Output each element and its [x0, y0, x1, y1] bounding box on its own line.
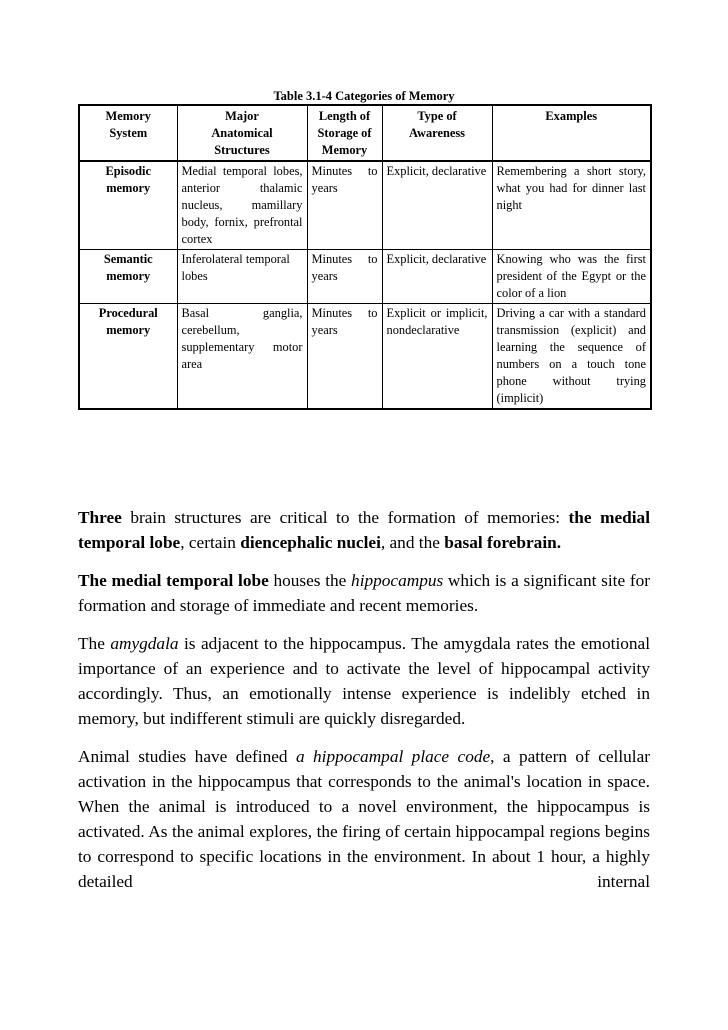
- header-length-of-storage: Length of Storage of Memory: [307, 105, 382, 161]
- paragraph-amygdala: The amygdala is adjacent to the hippocampus. The amygdala rates the emotional importance of an experience and to activate the level of hippocampal activity accordingly. Thus, an emotionally intense experience is indelibly etched in memory, but indifferent stimuli are quickly disregarded.: [78, 634, 651, 728]
- cell-memory-system: Episodic memory: [79, 161, 177, 250]
- table-row: [79, 161, 651, 250]
- cell-examples: Remembering a short story, what you had for dinner last night: [492, 161, 651, 250]
- cell-examples: Driving a car with a standard transmission (explicit) and learning the sequence of numbers on a touch tone phone without trying (implicit): [492, 304, 651, 410]
- header-type-of-awareness: Type of Awareness: [382, 105, 492, 161]
- cell-structures: Medial temporal lobes, anterior thalamic nucleus, mamillary body, fornix, prefrontal cortex: [177, 161, 307, 250]
- table-row: [79, 250, 651, 304]
- cell-awareness: Explicit or implicit, nondeclarative: [382, 304, 492, 410]
- header-memory-system: Memory System: [79, 105, 177, 161]
- table-header-row: [79, 105, 651, 161]
- table-caption: Table 3.1-4 Categories of Memory: [273, 89, 455, 103]
- paragraph-medial-temporal-lobe: The medial temporal lobe houses the hippocampus which is a significant site for formation and storage of immediate and recent memories.: [78, 571, 650, 615]
- cell-memory-system: Procedural memory: [79, 304, 177, 410]
- cell-structures: Inferolateral temporal lobes: [177, 250, 307, 304]
- paragraph-place-code: Animal studies have defined a hippocampal place code, a pattern of cellular activation in the hippocampus that corresponds to the animal's location in space. When the animal is introduced to a novel environment, the hippocampus is activated. As the animal explores, the firing of certain hippocampal regions begins to correspond to specific locations in the environment. In about 1 hour, a highly detailed internal: [78, 747, 651, 891]
- cell-awareness: Explicit, declarative: [382, 250, 492, 304]
- body-text: [78, 505, 650, 907]
- table-row: [79, 304, 651, 410]
- cell-memory-system: Semantic memory: [79, 250, 177, 304]
- header-anatomical-structures: Major Anatomical Structures: [177, 105, 307, 161]
- cell-length: Minutes to years: [307, 161, 382, 250]
- cell-examples: Knowing who was the first president of the Egypt or the color of a lion: [492, 250, 651, 304]
- cell-length: Minutes to years: [307, 304, 382, 410]
- cell-length: Minutes to years: [307, 250, 382, 304]
- memory-categories-table: [78, 104, 652, 410]
- cell-structures: Basal ganglia, cerebellum, supplementary motor area: [177, 304, 307, 410]
- paragraph-brain-structures: Three brain structures are critical to the formation of memories: the medial temporal lobe, certain diencephalic nuclei, and the basal forebrain.: [78, 508, 650, 552]
- header-examples: Examples: [492, 105, 651, 161]
- cell-awareness: Explicit, declarative: [382, 161, 492, 250]
